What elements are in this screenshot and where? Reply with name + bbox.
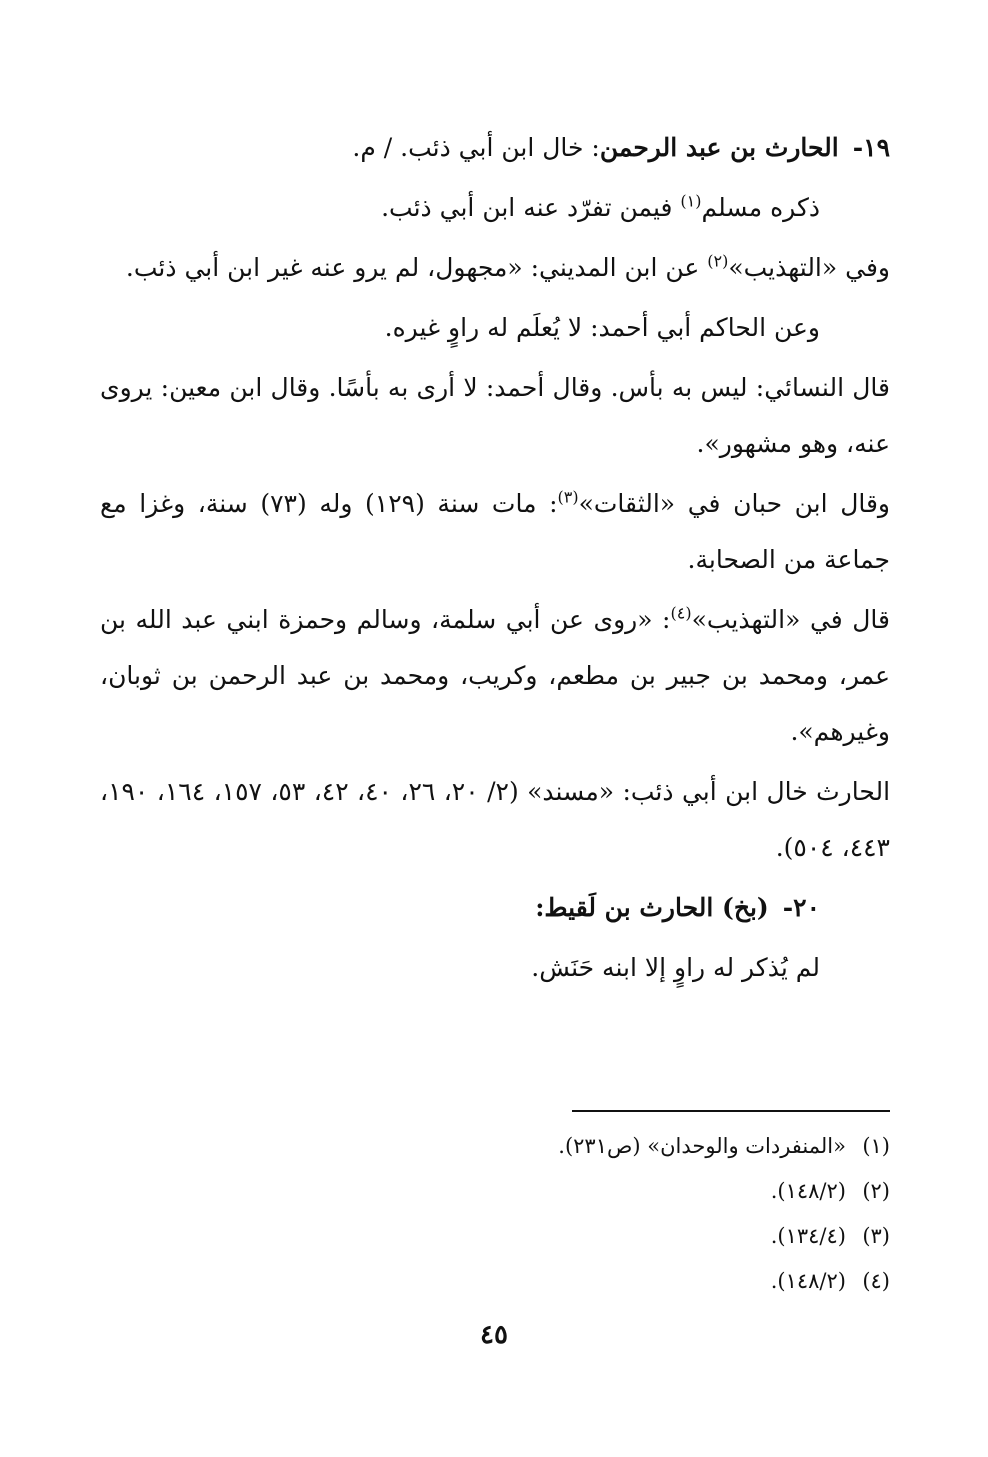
main-text: [100, 120, 890, 1000]
footnote-mark: (٣): [862, 1224, 890, 1248]
footnote-text: (١٤٨/٢).: [770, 1269, 846, 1293]
footnote-mark: (١): [862, 1134, 890, 1158]
footnote-text: (١٤٨/٢).: [770, 1179, 846, 1203]
footnote-text: «المنفردات والوحدان» (ص٢٣١).: [558, 1134, 846, 1158]
entry-number: ١٩-: [852, 133, 890, 162]
footnote-ref: (١): [680, 191, 702, 211]
paragraph: [100, 180, 890, 236]
paragraph-text: ذكره مسلم: [701, 193, 820, 222]
paragraph: [100, 940, 890, 996]
paragraph: [100, 300, 890, 356]
paragraph-text: : مات سنة (١٢٩) وله (٧٣) سنة، وغزا مع جماعة من الصحابة.: [100, 489, 890, 574]
footnote-separator: [572, 1110, 890, 1112]
narrator-name: (بخ) الحارث بن لَقيط:: [535, 893, 769, 922]
footnote-text: (١٣٤/٤).: [770, 1224, 846, 1248]
footnotes: [400, 1124, 890, 1304]
narrator-name: الحارث بن عبد الرحمن: [599, 133, 839, 162]
paragraph-text: وعن الحاكم أبي أحمد: لا يُعلَم له راوٍ غيره.: [384, 313, 820, 342]
paragraph-text: وقال ابن حبان في «الثقات»: [578, 489, 890, 518]
paragraph: [100, 764, 890, 876]
paragraph-text: قال في «التهذيب»: [691, 605, 890, 634]
paragraph-text: فيمن تفرّد عنه ابن أبي ذئب.: [381, 193, 681, 222]
paragraph-text: قال النسائي: ليس به بأس. وقال أحمد: لا أرى به بأسًا. وقال ابن معين: يروى عنه، وهو مشهور».: [100, 373, 890, 458]
footnote: [400, 1259, 890, 1304]
paragraph-text: : «روى عن أبي سلمة، وسالم وحمزة ابني عبد الله بن عمر، ومحمد بن جبير بن مطعم، وكريب، ومحمد بن عبد الرحمن بن ثوبان، وغيرهم».: [100, 605, 890, 746]
paragraph-text: وفي «التهذيب»: [728, 253, 890, 282]
footnote-mark: (٢): [862, 1179, 890, 1203]
entry-heading: [100, 880, 890, 936]
paragraph: [100, 240, 890, 296]
footnote-mark: (٤): [862, 1269, 890, 1293]
entry-number: ٢٠-: [782, 893, 820, 922]
footnote-ref: (٢): [707, 251, 729, 271]
entry-description: : خال ابن أبي ذئب. / م.: [352, 133, 600, 162]
paragraph-text: عن ابن المديني: «مجهول، لم يرو عنه غير ابن أبي ذئب.: [125, 253, 708, 282]
paragraph-text: الحارث خال ابن أبي ذئب: «مسند» (٢/ ٢٠، ٢٦، ٤٠، ٤٢، ٥٣، ١٥٧، ١٦٤، ١٩٠، ٤٤٣، ٥٠٤).: [100, 777, 891, 862]
footnote-ref: (٤): [670, 603, 692, 623]
paragraph: [100, 360, 890, 472]
footnote: [400, 1214, 890, 1259]
paragraph: [100, 476, 890, 588]
page-number: ٤٥: [480, 1320, 508, 1350]
footnote: [400, 1124, 890, 1169]
paragraph: [100, 592, 890, 760]
footnote-ref: (٣): [557, 487, 579, 507]
paragraph-text: لم يُذكر له راوٍ إلا ابنه حَنَش.: [531, 953, 820, 982]
entry-heading: [100, 120, 890, 176]
footnote: [400, 1169, 890, 1214]
